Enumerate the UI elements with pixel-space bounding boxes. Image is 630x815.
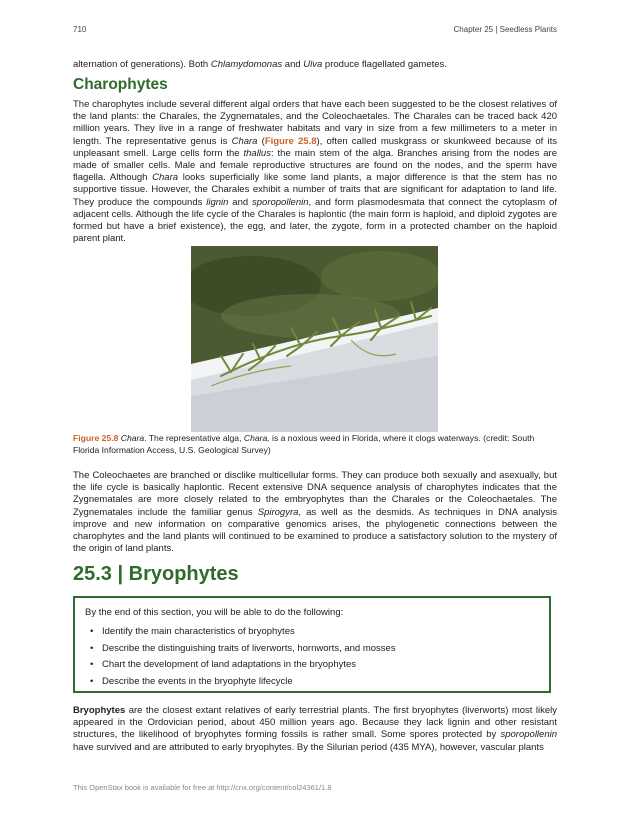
charophytes-paragraph: The charophytes include several different algal orders that have each been suggested to be the closest relatives of the land plants: the Charales, the Zygnematales, and the Coleochaetales. The Charales can be traced back 420 million years. They live in a range of freshwater habitats and vary in size from a few millimeters to a meter in length. The representative genus is Chara (Figure 25.8), often called muskgrass or skunkweed because of its unpleasant smell. Large cells form the thallus: the main stem of the alga. Branches arising from the nodes are made of smaller cells. Male and female reproductive structures are found on the nodes, and the sperm have flagella. Although Chara looks superficially like some land plants, a major difference is that the stem has no supportive tissue. However, the Charales exhibit a number of traits that are significant for adaptation to land life. They produce the compounds lignin and sporopollenin, and form plasmodesmata that connect the cytoplasm of adjacent cells. Although the life cycle of the Charales is haplontic (the main form is haploid, and diploid zygotes are formed but have a brief existence), the egg, and later, the zygote, form in a protected chamber on the haploid parent plant. <box>73 99 557 245</box>
page-number: 710 <box>73 25 87 34</box>
objective-item: • Identify the main characteristics of bryophytes <box>90 626 295 637</box>
figure-label: Figure 25.8 <box>73 433 119 443</box>
charophytes-heading: Charophytes <box>73 76 168 93</box>
coleochaetales-paragraph: The Coleochaetes are branched or disclike multicellular forms. They can produce both sexually and asexually, but the life cycle is basically haplontic. Recent extensive DNA sequence analysis of charophytes indicates that the Zygnematales are more closely related to the embryophytes than the Charales or the Coleochaetales. The Zygnematales include the familiar genus Spirogyra, as well as the desmids. As techniques in DNA analysis improve and new information on comparative genomics arises, the phylogenetic connections between the charophytes and the land plants will continued to be examined to produce a satisfactory solution to the mystery of the origin of land plants. <box>73 470 557 555</box>
running-header: Chapter 25 | Seedless Plants <box>453 25 557 34</box>
objective-item: • Describe the events in the bryophyte lifecycle <box>90 675 293 687</box>
page-footer: This OpenStax book is available for free at http://cnx.org/content/col24361/1.8 <box>73 783 332 792</box>
objectives-intro: By the end of this section, you will be able to do the following: <box>85 607 344 618</box>
intro-line: alternation of generations). Both Chlamydomonas and Ulva produce flagellated gametes. <box>73 59 447 70</box>
bryophytes-paragraph: Bryophytes are the closest extant relatives of early terrestrial plants. The first bryophytes (liverworts) most likely appeared in the Ordovician period, about 450 million years ago. Because they lack lignin and other resistant structures, the likelihood of bryophytes forming fossils is rather small. Some spores protected by sporopollenin have survived and are attributed to early bryophytes. By the Silurian period (435 MYA), however, vascular plants <box>73 705 557 753</box>
figure-caption: Figure 25.8 Chara. The representative alga, Chara, is a noxious weed in Florida, where it clogs waterways. (credit: South Florida Information Access, U.S. Geological Survey) <box>73 433 535 455</box>
section-title: 25.3 | Bryophytes <box>73 563 239 585</box>
objective-item: • Describe the distinguishing traits of liverworts, hornworts, and mosses <box>90 642 396 654</box>
chara-illustration <box>191 246 438 432</box>
chara-photo <box>191 246 438 432</box>
objectives-list <box>81 624 396 690</box>
objective-item: • Chart the development of land adaptations in the bryophytes <box>90 659 357 671</box>
learning-objectives-box <box>73 596 551 693</box>
figure-link[interactable]: Figure 25.8 <box>264 135 317 147</box>
